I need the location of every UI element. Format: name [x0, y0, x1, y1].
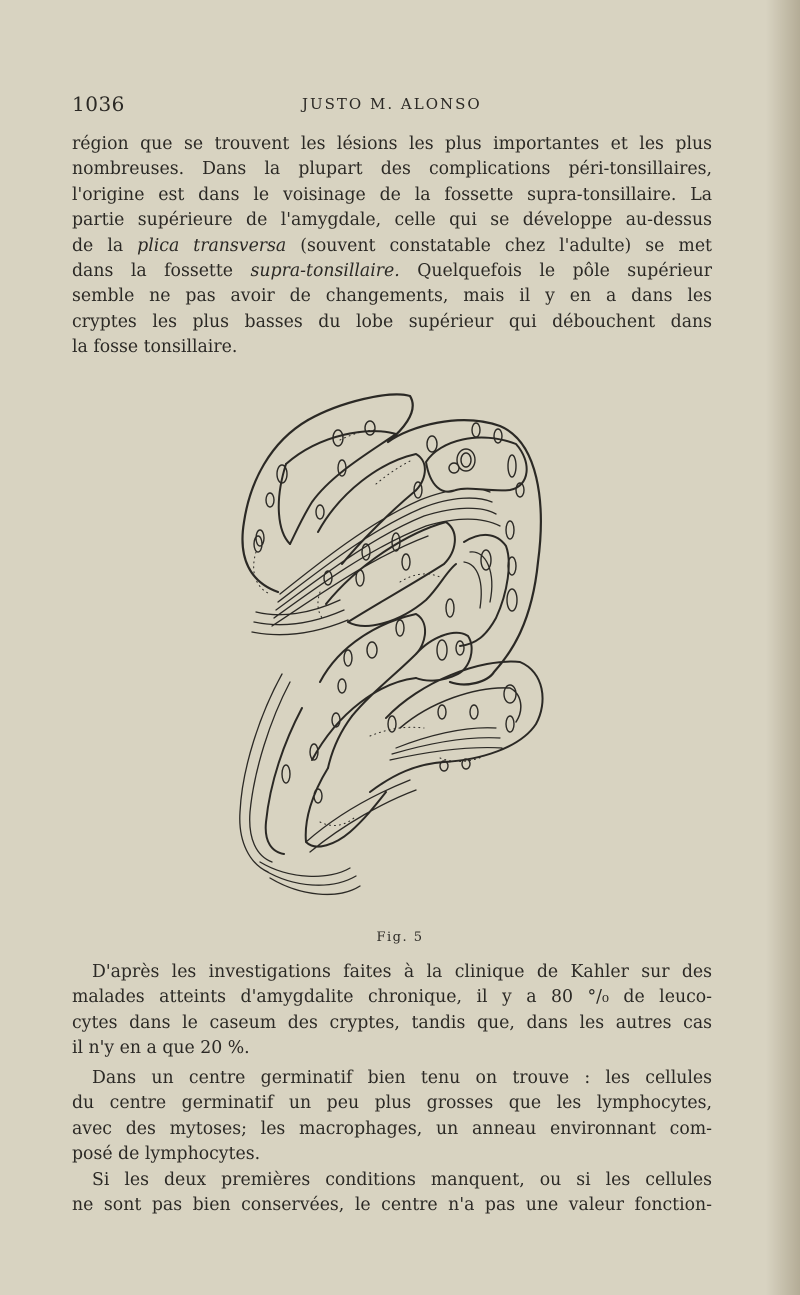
text-line: D'après les investigations faites à la clinique de Kahler sur des	[92, 962, 712, 982]
text-run: (souvent constatable chez l'adulte) se met	[286, 235, 712, 256]
text-line	[72, 234, 712, 259]
text-line: partie supérieure de l'amygdale, celle qui se développe au-dessus	[72, 210, 712, 231]
text-line: cytes dans le caseum des cryptes, tandis que, dans les autres cas	[72, 1012, 712, 1033]
page-edge-shadow	[766, 0, 800, 1295]
text-line: Si les deux premières conditions manquent, ou si les cellules	[92, 1170, 712, 1190]
text-line	[72, 259, 712, 284]
page-number: 1036	[72, 92, 125, 116]
text-run: de la	[72, 235, 138, 256]
text-line: Dans un centre germinatif bien tenu on trouve : les cellules	[92, 1068, 712, 1088]
text-line: il n'y en a que 20 %.	[72, 1038, 250, 1059]
text-run: Quelquefois le pôle supérieur	[399, 260, 712, 281]
text-line: malades atteints d'amygdalite chronique, il y a 80 °/₀ de leuco-	[72, 987, 712, 1008]
page-header	[72, 92, 712, 118]
paragraph-2	[72, 960, 712, 1062]
text-line: région que se trouvent les lésions les plus importantes et les plus	[72, 134, 712, 154]
paragraph-1	[72, 132, 712, 361]
italic-term: plica transversa	[137, 235, 287, 256]
figure-caption: Fig. 5	[376, 930, 424, 945]
text-line: semble ne pas avoir de changements, mais il y en a dans les	[72, 286, 712, 307]
tonsil-crypt-illustration	[220, 382, 560, 910]
text-run: dans la fossette	[72, 260, 251, 281]
text-line: ne sont pas bien conservées, le centre n'a pas une valeur fonction-	[72, 1195, 712, 1216]
italic-term: supra-tonsillaire.	[250, 260, 400, 281]
text-line: l'origine est dans le voisinage de la fossette supra-tonsillaire. La	[72, 184, 712, 205]
text-line: du centre germinatif un peu plus grosses que les lymphocytes,	[72, 1093, 712, 1114]
running-head: JUSTO M. ALONSO	[302, 95, 482, 113]
text-line: posé de lymphocytes.	[72, 1144, 261, 1165]
paragraph-4	[72, 1168, 712, 1219]
text-line: cryptes les plus basses du lobe supérieur qui débouchent dans	[72, 311, 712, 332]
paragraph-3	[72, 1066, 712, 1168]
text-line: avec des mytoses; les macrophages, un anneau environnant com-	[72, 1118, 712, 1139]
text-line: la fosse tonsillaire.	[72, 337, 238, 358]
text-line: nombreuses. Dans la plupart des complications péri-tonsillaires,	[72, 159, 712, 180]
